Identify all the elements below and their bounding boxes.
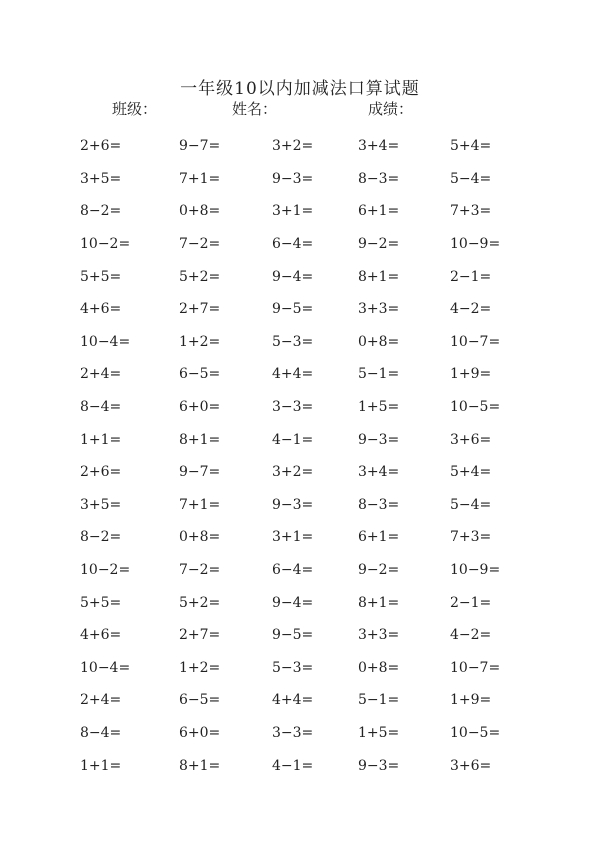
problem-row [80,652,560,685]
arithmetic-problem: 6−4= [272,236,314,253]
arithmetic-problem: 6+1= [358,203,400,220]
arithmetic-problem: 7+3= [450,529,492,546]
arithmetic-problem: 7+1= [179,170,221,187]
arithmetic-problem: 3+6= [450,431,492,448]
arithmetic-problem: 0+8= [358,333,400,350]
arithmetic-problem: 5−3= [272,659,314,676]
arithmetic-problem: 1+1= [80,431,122,448]
arithmetic-problem: 6−5= [179,692,221,709]
score-field-label: 成绩： [368,100,414,118]
arithmetic-problem: 2+4= [80,366,122,383]
arithmetic-problem: 7−2= [179,562,221,579]
arithmetic-problem: 10−9= [450,236,501,253]
arithmetic-problem: 10−2= [80,562,131,579]
arithmetic-problem: 4−1= [272,757,314,774]
arithmetic-problem: 4+4= [272,692,314,709]
arithmetic-problem: 2+6= [80,464,122,481]
arithmetic-problem: 9−3= [272,170,314,187]
arithmetic-problem: 8−4= [80,399,122,416]
problem-row [80,260,560,293]
problem-row [80,717,560,750]
problem-row [80,554,560,587]
arithmetic-problem: 1+2= [179,659,221,676]
arithmetic-problem: 10−5= [450,399,501,416]
arithmetic-problem: 3+1= [272,203,314,220]
arithmetic-problem: 4−1= [272,431,314,448]
arithmetic-problem: 6−4= [272,562,314,579]
arithmetic-problem: 8−3= [358,170,400,187]
arithmetic-problem: 1+1= [80,757,122,774]
problem-row [80,358,560,391]
arithmetic-problem: 6−5= [179,366,221,383]
arithmetic-problem: 8−2= [80,529,122,546]
arithmetic-problem: 0+8= [179,203,221,220]
arithmetic-problem: 5+5= [80,268,122,285]
arithmetic-problem: 8−2= [80,203,122,220]
arithmetic-problem: 9−3= [358,431,400,448]
problem-grid [80,130,560,782]
problem-row [80,293,560,326]
arithmetic-problem: 8+1= [179,757,221,774]
arithmetic-problem: 3+6= [450,757,492,774]
problem-row [80,749,560,782]
arithmetic-problem: 0+8= [179,529,221,546]
arithmetic-problem: 2+4= [80,692,122,709]
arithmetic-problem: 3−3= [272,399,314,416]
problem-row [80,391,560,424]
arithmetic-problem: 2−1= [450,268,492,285]
arithmetic-problem: 9−5= [272,301,314,318]
arithmetic-problem: 3+4= [358,464,400,481]
arithmetic-problem: 9−4= [272,268,314,285]
problem-row [80,130,560,163]
arithmetic-problem: 10−7= [450,659,501,676]
arithmetic-problem: 3+4= [358,138,400,155]
arithmetic-problem: 1+5= [358,724,400,741]
arithmetic-problem: 9−2= [358,236,400,253]
arithmetic-problem: 2−1= [450,594,492,611]
arithmetic-problem: 1+2= [179,333,221,350]
problem-row [80,521,560,554]
arithmetic-problem: 9−7= [179,138,221,155]
class-field-label: 班级： [112,100,158,118]
problem-row [80,586,560,619]
arithmetic-problem: 7−2= [179,236,221,253]
arithmetic-problem: 9−2= [358,562,400,579]
arithmetic-problem: 10−5= [450,724,501,741]
name-field-label: 姓名： [232,100,278,118]
problem-row [80,684,560,717]
problem-row [80,489,560,522]
arithmetic-problem: 6+0= [179,399,221,416]
arithmetic-problem: 3−3= [272,724,314,741]
arithmetic-problem: 2+7= [179,627,221,644]
arithmetic-problem: 5+4= [450,138,492,155]
arithmetic-problem: 6+1= [358,529,400,546]
arithmetic-problem: 3+3= [358,301,400,318]
arithmetic-problem: 8−4= [80,724,122,741]
arithmetic-problem: 8+1= [358,594,400,611]
arithmetic-problem: 3+2= [272,464,314,481]
arithmetic-problem: 0+8= [358,659,400,676]
arithmetic-problem: 3+5= [80,496,122,513]
arithmetic-problem: 10−9= [450,562,501,579]
arithmetic-problem: 3+3= [358,627,400,644]
arithmetic-problem: 3+5= [80,170,122,187]
arithmetic-problem: 6+0= [179,724,221,741]
arithmetic-problem: 5−1= [358,692,400,709]
problem-row [80,456,560,489]
arithmetic-problem: 5−3= [272,333,314,350]
arithmetic-problem: 1+9= [450,692,492,709]
arithmetic-problem: 9−7= [179,464,221,481]
problem-row [80,326,560,359]
problem-row [80,195,560,228]
arithmetic-problem: 9−3= [358,757,400,774]
arithmetic-problem: 5−4= [450,496,492,513]
worksheet-title: 一年级10以内加减法口算试题 [180,79,420,99]
arithmetic-problem: 5+5= [80,594,122,611]
arithmetic-problem: 3+2= [272,138,314,155]
arithmetic-problem: 10−4= [80,333,131,350]
arithmetic-problem: 4−2= [450,301,492,318]
arithmetic-problem: 4−2= [450,627,492,644]
arithmetic-problem: 3+1= [272,529,314,546]
problem-row [80,163,560,196]
arithmetic-problem: 7+3= [450,203,492,220]
arithmetic-problem: 10−2= [80,236,131,253]
arithmetic-problem: 9−4= [272,594,314,611]
arithmetic-problem: 4+6= [80,301,122,318]
problem-row [80,423,560,456]
arithmetic-problem: 5+2= [179,594,221,611]
arithmetic-problem: 9−3= [272,496,314,513]
arithmetic-problem: 9−5= [272,627,314,644]
arithmetic-problem: 4+6= [80,627,122,644]
arithmetic-problem: 7+1= [179,496,221,513]
arithmetic-problem: 1+9= [450,366,492,383]
arithmetic-problem: 5−1= [358,366,400,383]
problem-row [80,619,560,652]
problem-row [80,228,560,261]
arithmetic-problem: 4+4= [272,366,314,383]
arithmetic-problem: 2+6= [80,138,122,155]
arithmetic-problem: 8−3= [358,496,400,513]
arithmetic-problem: 1+5= [358,399,400,416]
arithmetic-problem: 5−4= [450,170,492,187]
arithmetic-problem: 8+1= [179,431,221,448]
arithmetic-problem: 2+7= [179,301,221,318]
arithmetic-problem: 5+2= [179,268,221,285]
arithmetic-problem: 10−7= [450,333,501,350]
arithmetic-problem: 5+4= [450,464,492,481]
arithmetic-problem: 8+1= [358,268,400,285]
arithmetic-problem: 10−4= [80,659,131,676]
